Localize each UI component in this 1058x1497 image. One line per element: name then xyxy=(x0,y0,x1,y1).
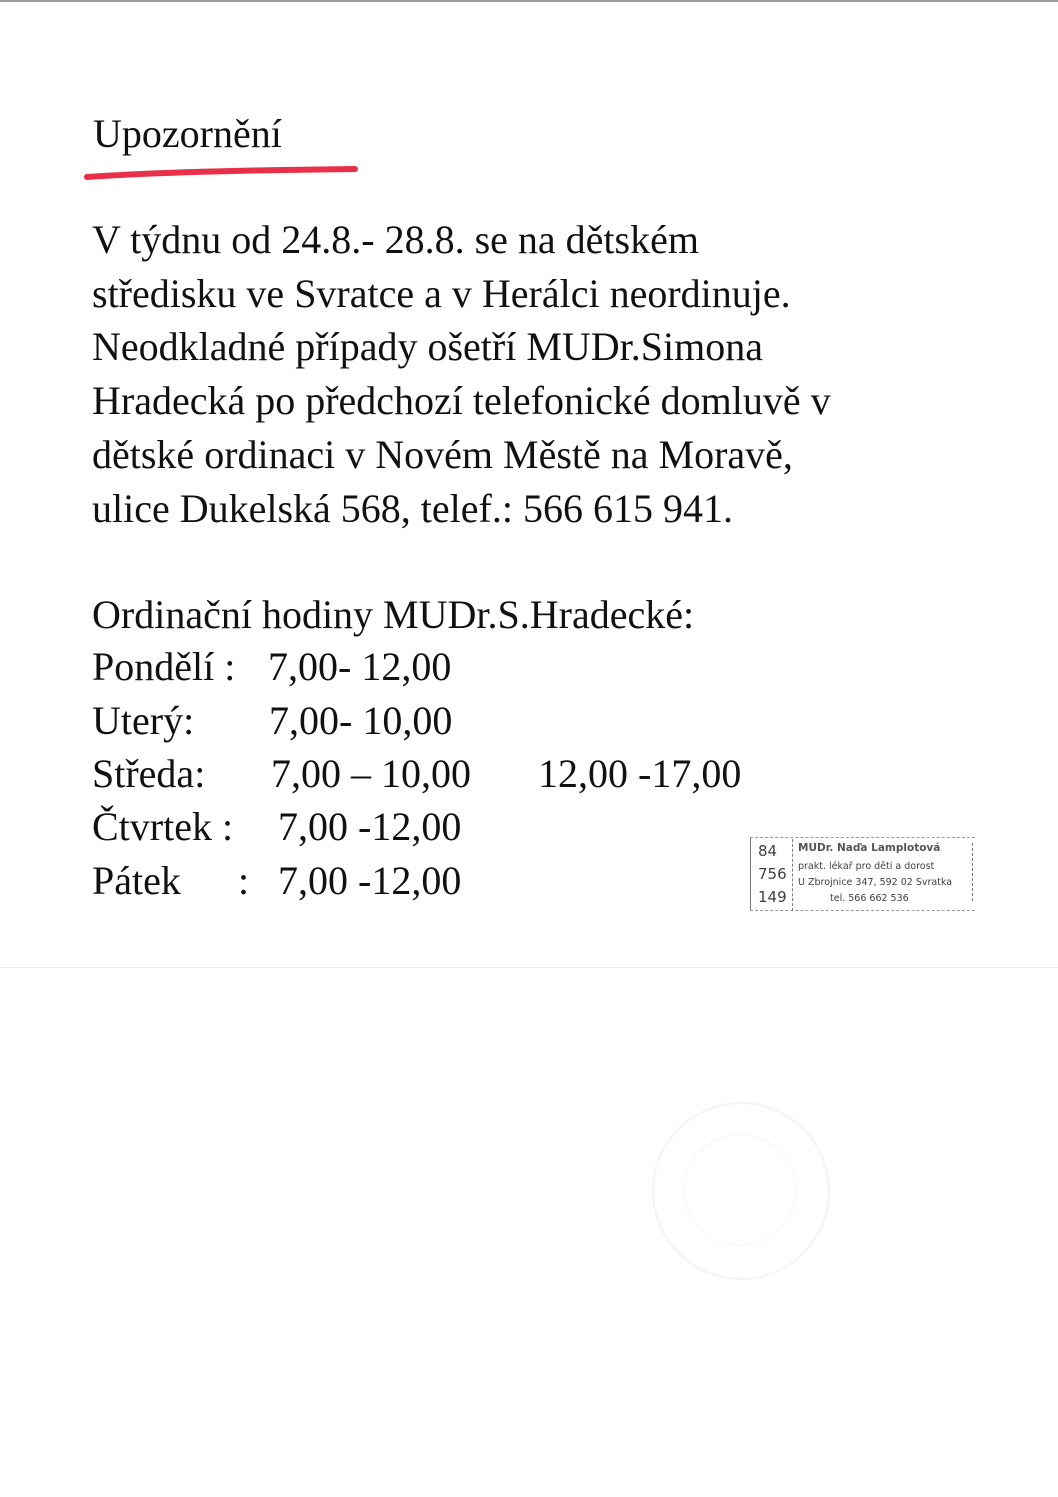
stamp-doctor-name: MUDr. Naďa Lamplotová xyxy=(798,842,941,854)
hours-day: Středa: xyxy=(92,751,206,796)
page-top-edge xyxy=(0,0,1058,2)
page-fold-line xyxy=(0,967,1058,968)
paragraph-line: ulice Dukelská 568, telef.: 566 615 941. xyxy=(92,485,733,531)
paragraph-line: dětské ordinaci v Novém Městě na Moravě, xyxy=(92,431,793,477)
hours-day: Uterý: xyxy=(92,698,195,743)
notice-heading: Upozornění xyxy=(93,111,282,156)
hours-day: Pondělí : xyxy=(92,644,236,689)
faint-round-seal xyxy=(652,1102,830,1280)
paragraph-line: Hradecká po předchozí telefonické domluvě v xyxy=(92,378,831,424)
paragraph-line: středisku ve Svratce a v Herálci neordinuje. xyxy=(92,270,791,316)
stamp-code: 149 xyxy=(758,888,787,906)
hours-time: 7,00 – 10,00 xyxy=(271,751,471,796)
stamp-code: 756 xyxy=(758,865,787,883)
stamp-specialty: prakt. lékař pro děti a dorost xyxy=(798,861,935,872)
red-underline-mark xyxy=(84,160,359,184)
hours-time-afternoon: 12,00 -17,00 xyxy=(538,751,742,796)
hours-time: 7,00- 10,00 xyxy=(269,698,453,743)
hours-day: Pátek xyxy=(92,858,181,903)
stamp-address: U Zbrojnice 347, 592 02 Svratka xyxy=(798,877,953,888)
hours-day: Čtvrtek : xyxy=(92,804,234,849)
hours-time: 7,00 -12,00 xyxy=(278,804,462,849)
office-hours-title: Ordinační hodiny MUDr.S.Hradecké: xyxy=(92,592,695,637)
hours-colon: : xyxy=(238,858,250,903)
hours-time: 7,00 -12,00 xyxy=(278,858,462,903)
stamp-code: 84 xyxy=(758,842,778,860)
hours-time: 7,00- 12,00 xyxy=(268,644,452,689)
paragraph-line: V týdnu od 24.8.- 28.8. se na dětském xyxy=(92,217,699,262)
stamp-phone: tel. 566 662 536 xyxy=(830,893,909,904)
stamp-divider xyxy=(792,839,794,911)
paragraph-line: Neodkladné případy ošetří MUDr.Simona xyxy=(92,324,763,370)
doctor-stamp xyxy=(750,837,976,913)
notice-paragraph xyxy=(92,213,831,535)
